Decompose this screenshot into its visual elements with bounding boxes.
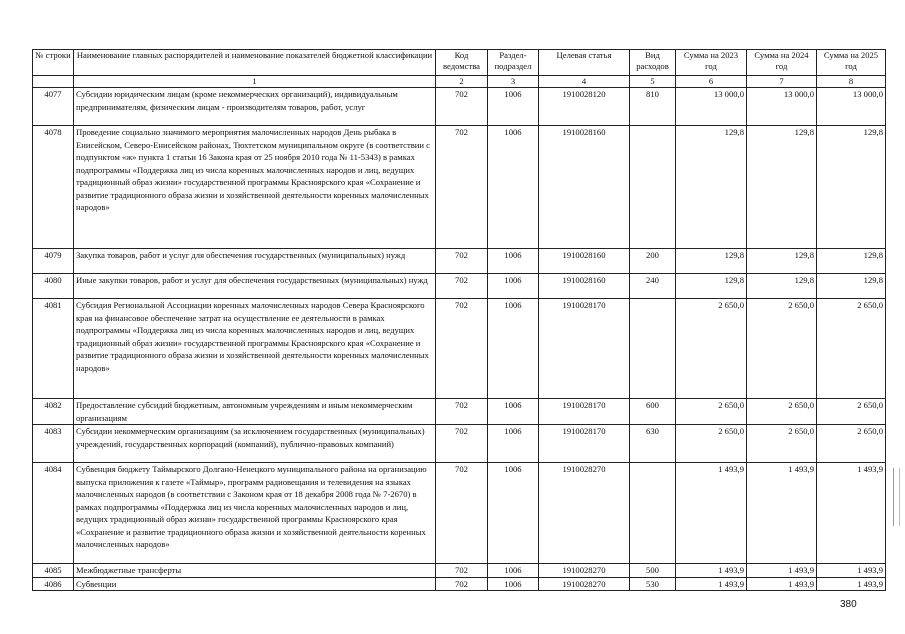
sum-2023: 2 650,0 [676, 299, 747, 399]
row-name: Субвенция бюджету Таймырского Долгано-Ненецкого муниципального района на организацию выпуска приложения к газете «Таймыр», программ радиовещания и телевидения на языках малочисленных народов (в соответствии с Законом края от 18 декабря 2008 года № 7-2670) в рамках подпрограммы «Поддержка лиц из числа коренных малочисленных народов и лиц, ведущих традиционный образ жизни» государственной программы Красноярского края «Сохранение и развитие традиционного образа жизни и хозяйственной деятельности коренных малочисленных народов» [74, 463, 436, 564]
sum-2024: 2 650,0 [747, 299, 817, 399]
row-name: Субсидия Региональной Ассоциации коренных малочисленных народов Севера Красноярского края на финансовое обеспечение затрат на осуществление ее деятельности в рамках подпрограммы «Поддержка лиц из числа коренных малочисленных народов и лиц, ведущих традиционный образ жизни» государственной программы Красноярского края «Сохранение и развитие традиционного образа жизни и хозяйственной деятельности коренных малочисленных народов» [74, 299, 436, 399]
target-code: 1910028270 [539, 564, 630, 578]
budget-table [32, 49, 886, 591]
section-code: 1006 [488, 249, 539, 274]
dept-code: 702 [436, 249, 488, 274]
sum-2025: 2 650,0 [817, 299, 886, 399]
table-row [33, 126, 886, 249]
sum-2025: 129,8 [817, 249, 886, 274]
sum-2024: 129,8 [747, 249, 817, 274]
row-number: 4080 [33, 274, 74, 299]
row-name: Субсидии некоммерческим организациям (за исключением государственных (муниципальных) учреждений, государственных корпораций (компаний), публично-правовых компаний) [74, 425, 436, 463]
expense-type: 600 [630, 399, 676, 425]
sum-2025: 2 650,0 [817, 399, 886, 425]
sum-2023: 129,8 [676, 274, 747, 299]
row-name: Закупка товаров, работ и услуг для обеспечения государственных (муниципальных) нужд [74, 249, 436, 274]
sum-2023: 2 650,0 [676, 399, 747, 425]
table-row [33, 425, 886, 463]
target-code: 1910028160 [539, 126, 630, 249]
sum-2023: 1 493,9 [676, 577, 747, 591]
column-number-row [33, 76, 886, 88]
sum-2025: 1 493,9 [817, 564, 886, 578]
row-number: 4086 [33, 577, 74, 591]
section-code: 1006 [488, 299, 539, 399]
expense-type: 630 [630, 425, 676, 463]
sum-2024: 1 493,9 [747, 463, 817, 564]
target-code: 1910028170 [539, 399, 630, 425]
dept-code: 702 [436, 564, 488, 578]
sum-2023: 129,8 [676, 249, 747, 274]
sum-2025: 2 650,0 [817, 425, 886, 463]
page-edge-mark [893, 468, 900, 526]
sum-2023: 1 493,9 [676, 564, 747, 578]
sum-2025: 129,8 [817, 274, 886, 299]
table-row [33, 399, 886, 425]
column-number: 8 [817, 76, 886, 88]
header-exp-type: Вид расходов [630, 50, 676, 76]
sum-2024: 1 493,9 [747, 564, 817, 578]
sum-2025: 129,8 [817, 126, 886, 249]
dept-code: 702 [436, 299, 488, 399]
table-row [33, 88, 886, 126]
section-code: 1006 [488, 425, 539, 463]
row-number: 4084 [33, 463, 74, 564]
target-code: 1910028270 [539, 577, 630, 591]
target-code: 1910028270 [539, 463, 630, 564]
sum-2025: 1 493,9 [817, 577, 886, 591]
row-number: 4077 [33, 88, 74, 126]
header-dept-code: Код ведомства [436, 50, 488, 76]
column-number: 3 [488, 76, 539, 88]
section-code: 1006 [488, 564, 539, 578]
header-section: Раздел-подраздел [488, 50, 539, 76]
sum-2025: 1 493,9 [817, 463, 886, 564]
header-sum-2025: Сумма на 2025 год [817, 50, 886, 76]
sum-2023: 129,8 [676, 126, 747, 249]
table-row [33, 577, 886, 591]
expense-type [630, 299, 676, 399]
target-code: 1910028170 [539, 299, 630, 399]
expense-type: 200 [630, 249, 676, 274]
sum-2024: 2 650,0 [747, 399, 817, 425]
sum-2023: 1 493,9 [676, 463, 747, 564]
column-number: 6 [676, 76, 747, 88]
dept-code: 702 [436, 463, 488, 564]
row-number: 4085 [33, 564, 74, 578]
target-code: 1910028170 [539, 425, 630, 463]
page-number: 380 [840, 599, 857, 610]
sum-2024: 1 493,9 [747, 577, 817, 591]
table-row [33, 463, 886, 564]
sum-2024: 2 650,0 [747, 425, 817, 463]
column-number: 1 [74, 76, 436, 88]
row-name: Субсидии юридическим лицам (кроме некоммерческих организаций), индивидуальным предпринимателям, физическим лицам - производителям товаров, работ, услуг [74, 88, 436, 126]
header-row-no: № строки [33, 50, 74, 76]
column-number: 4 [539, 76, 630, 88]
sum-2024: 129,8 [747, 274, 817, 299]
header-name: Наименование главных распорядителей и наименование показателей бюджетной классификации [74, 50, 436, 76]
row-name: Предоставление субсидий бюджетным, автономным учреждениям и иным некоммерческим организациям [74, 399, 436, 425]
target-code: 1910028160 [539, 249, 630, 274]
section-code: 1006 [488, 399, 539, 425]
table-row [33, 249, 886, 274]
expense-type [630, 126, 676, 249]
column-number [33, 76, 74, 88]
dept-code: 702 [436, 577, 488, 591]
section-code: 1006 [488, 274, 539, 299]
dept-code: 702 [436, 425, 488, 463]
column-number: 2 [436, 76, 488, 88]
column-number: 5 [630, 76, 676, 88]
section-code: 1006 [488, 577, 539, 591]
row-name: Межбюджетные трансферты [74, 564, 436, 578]
expense-type: 500 [630, 564, 676, 578]
sum-2023: 13 000,0 [676, 88, 747, 126]
row-name: Субвенции [74, 577, 436, 591]
row-number: 4082 [33, 399, 74, 425]
row-number: 4081 [33, 299, 74, 399]
header-sum-2024: Сумма на 2024 год [747, 50, 817, 76]
table-row [33, 564, 886, 578]
header-sum-2023: Сумма на 2023 год [676, 50, 747, 76]
sum-2023: 2 650,0 [676, 425, 747, 463]
header-row [33, 50, 886, 76]
expense-type [630, 463, 676, 564]
dept-code: 702 [436, 274, 488, 299]
table-row [33, 274, 886, 299]
header-target: Целевая статья [539, 50, 630, 76]
dept-code: 702 [436, 88, 488, 126]
expense-type: 810 [630, 88, 676, 126]
expense-type: 530 [630, 577, 676, 591]
section-code: 1006 [488, 88, 539, 126]
dept-code: 702 [436, 126, 488, 249]
target-code: 1910028160 [539, 274, 630, 299]
section-code: 1006 [488, 463, 539, 564]
row-name: Иные закупки товаров, работ и услуг для обеспечения государственных (муниципальных) нужд [74, 274, 436, 299]
row-number: 4078 [33, 126, 74, 249]
expense-type: 240 [630, 274, 676, 299]
sum-2024: 13 000,0 [747, 88, 817, 126]
section-code: 1006 [488, 126, 539, 249]
dept-code: 702 [436, 399, 488, 425]
column-number: 7 [747, 76, 817, 88]
row-number: 4083 [33, 425, 74, 463]
table-row [33, 299, 886, 399]
sum-2024: 129,8 [747, 126, 817, 249]
target-code: 1910028120 [539, 88, 630, 126]
sum-2025: 13 000,0 [817, 88, 886, 126]
row-name: Проведение социально значимого мероприятия малочисленных народов День рыбака в Енисейском, Северо-Енисейском районах, Тюхтетском муниципальном округе (в соответствии с подпунктом «ж» пункта 1 статьи 16 Закона края от 25 ноября 2010 года № 11-5343) в рамках подпрограммы «Поддержка лиц из числа коренных малочисленных народов и лиц, ведущих традиционный образ жизни» государственной программы Красноярского края «Сохранение и развитие традиционного образа жизни и хозяйственной деятельности коренных малочисленных народов» [74, 126, 436, 249]
row-number: 4079 [33, 249, 74, 274]
